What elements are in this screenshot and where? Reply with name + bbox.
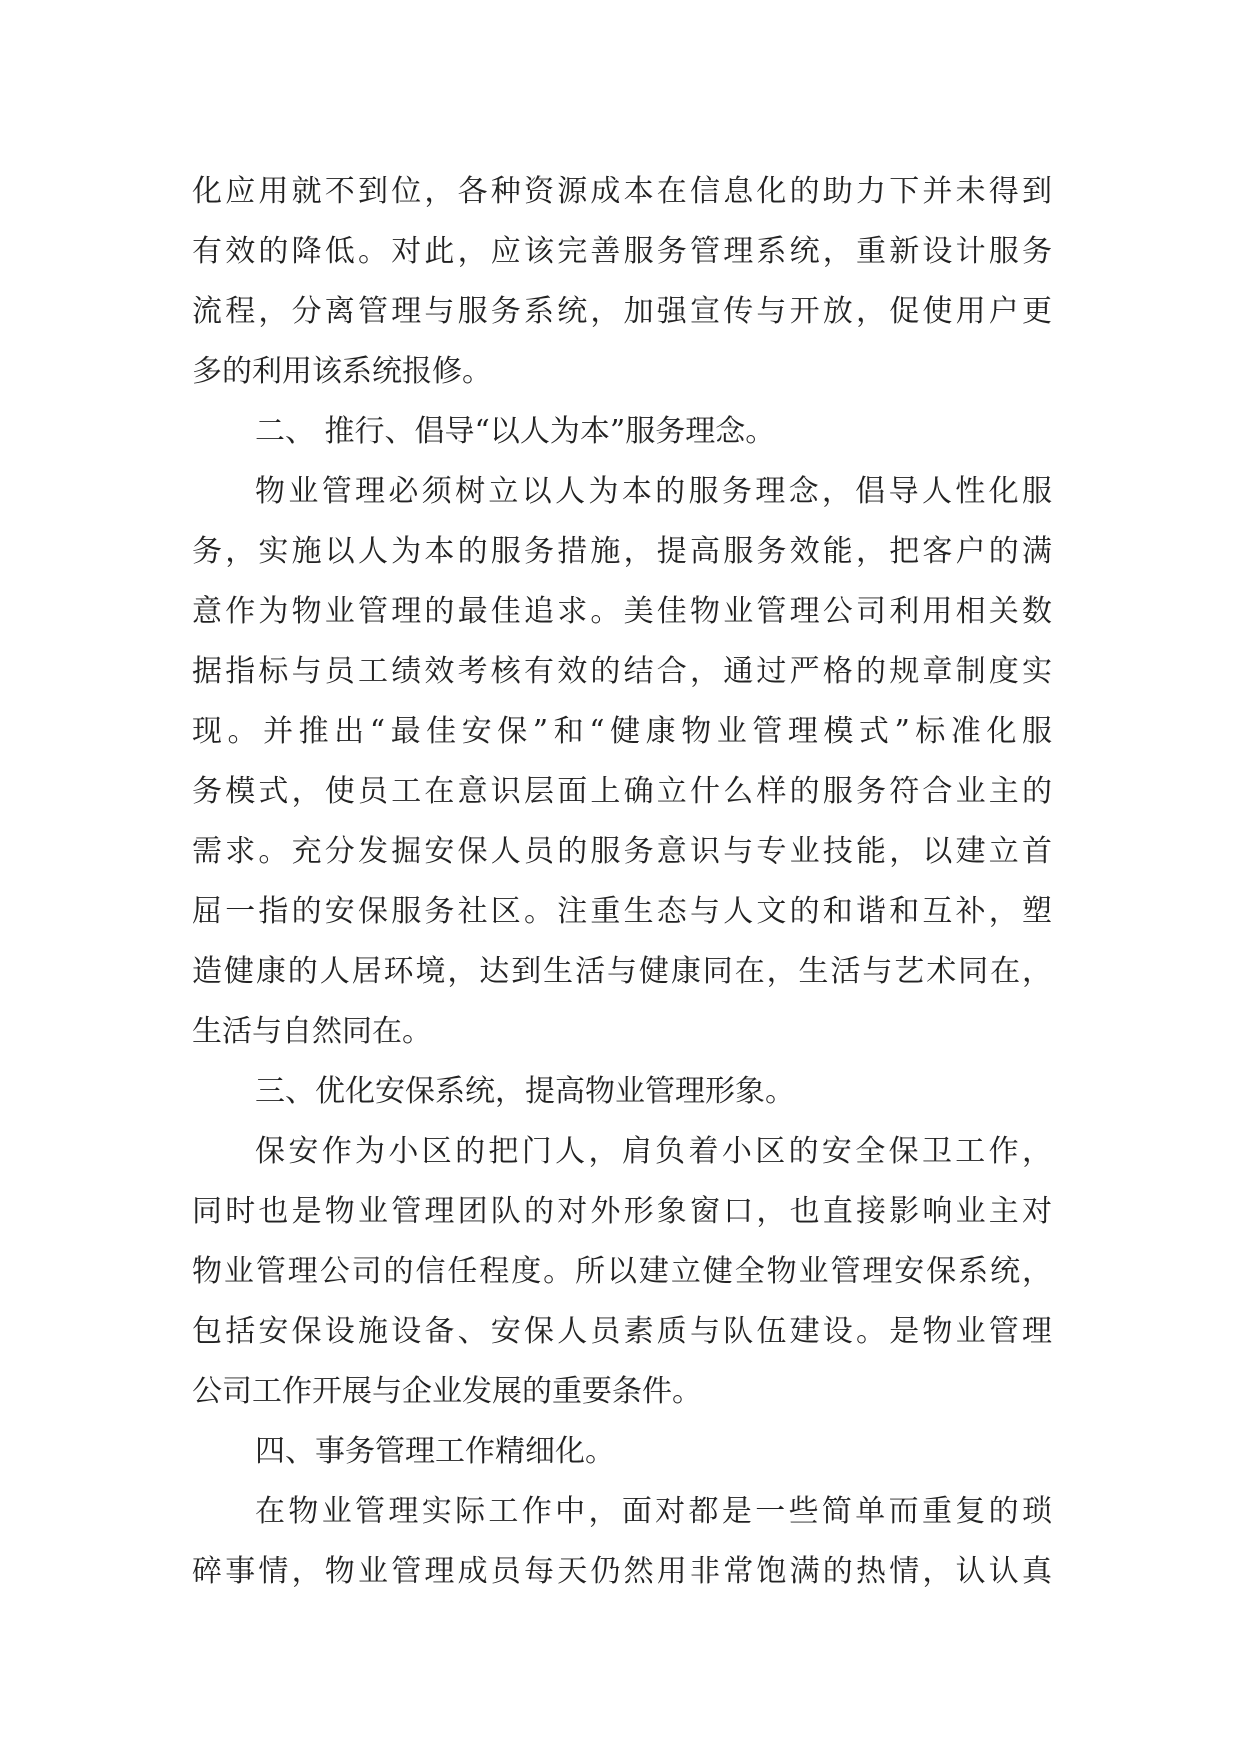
paragraph-line: 屈一指的安保服务社区。注重生态与人文的和谐和互补，塑: [192, 894, 1052, 929]
section-heading: 四、事务管理工作精细化。: [255, 1434, 615, 1469]
paragraph-line: 物业管理必须树立以人为本的服务理念，倡导人性化服: [255, 474, 1052, 509]
paragraph-line: 意作为物业管理的最佳追求。美佳物业管理公司利用相关数: [192, 594, 1052, 629]
paragraph-line: 碎事情，物业管理成员每天仍然用非常饱满的热情，认认真: [192, 1554, 1052, 1589]
paragraph-line: 在物业管理实际工作中，面对都是一些简单而重复的琐: [255, 1494, 1052, 1529]
paragraph-line: 化应用就不到位，各种资源成本在信息化的助力下并未得到: [192, 174, 1052, 209]
section-heading: 三、优化安保系统，提高物业管理形象。: [255, 1074, 795, 1109]
paragraph-line: 有效的降低。对此，应该完善服务管理系统，重新设计服务: [192, 234, 1052, 269]
paragraph-line: 需求。充分发掘安保人员的服务意识与专业技能，以建立首: [192, 834, 1052, 869]
paragraph-line: 多的利用该系统报修。: [192, 354, 492, 389]
paragraph-line: 生活与自然同在。: [192, 1014, 432, 1049]
paragraph-line: 同时也是物业管理团队的对外形象窗口，也直接影响业主对: [192, 1194, 1052, 1229]
paragraph-line: 据指标与员工绩效考核有效的结合，通过严格的规章制度实: [192, 654, 1052, 689]
paragraph-line: 物业管理公司的信任程度。所以建立健全物业管理安保系统，: [192, 1254, 1052, 1289]
section-heading: 二、 推行、倡导“以人为本”服务理念。: [255, 414, 776, 449]
document-body: [192, 162, 1052, 1602]
paragraph-line: 现。并推出“最佳安保”和“健康物业管理模式”标准化服: [192, 714, 1052, 749]
paragraph-line: 造健康的人居环境，达到生活与健康同在，生活与艺术同在，: [192, 954, 1052, 989]
paragraph-line: 务模式，使员工在意识层面上确立什么样的服务符合业主的: [192, 774, 1052, 809]
paragraph-line: 包括安保设施设备、安保人员素质与队伍建设。是物业管理: [192, 1314, 1052, 1349]
paragraph-line: 公司工作开展与企业发展的重要条件。: [192, 1374, 702, 1409]
paragraph-line: 保安作为小区的把门人，肩负着小区的安全保卫工作，: [255, 1134, 1052, 1169]
paragraph-line: 流程，分离管理与服务系统，加强宣传与开放，促使用户更: [192, 294, 1052, 329]
paragraph-line: 务，实施以人为本的服务措施，提高服务效能，把客户的满: [192, 534, 1052, 569]
